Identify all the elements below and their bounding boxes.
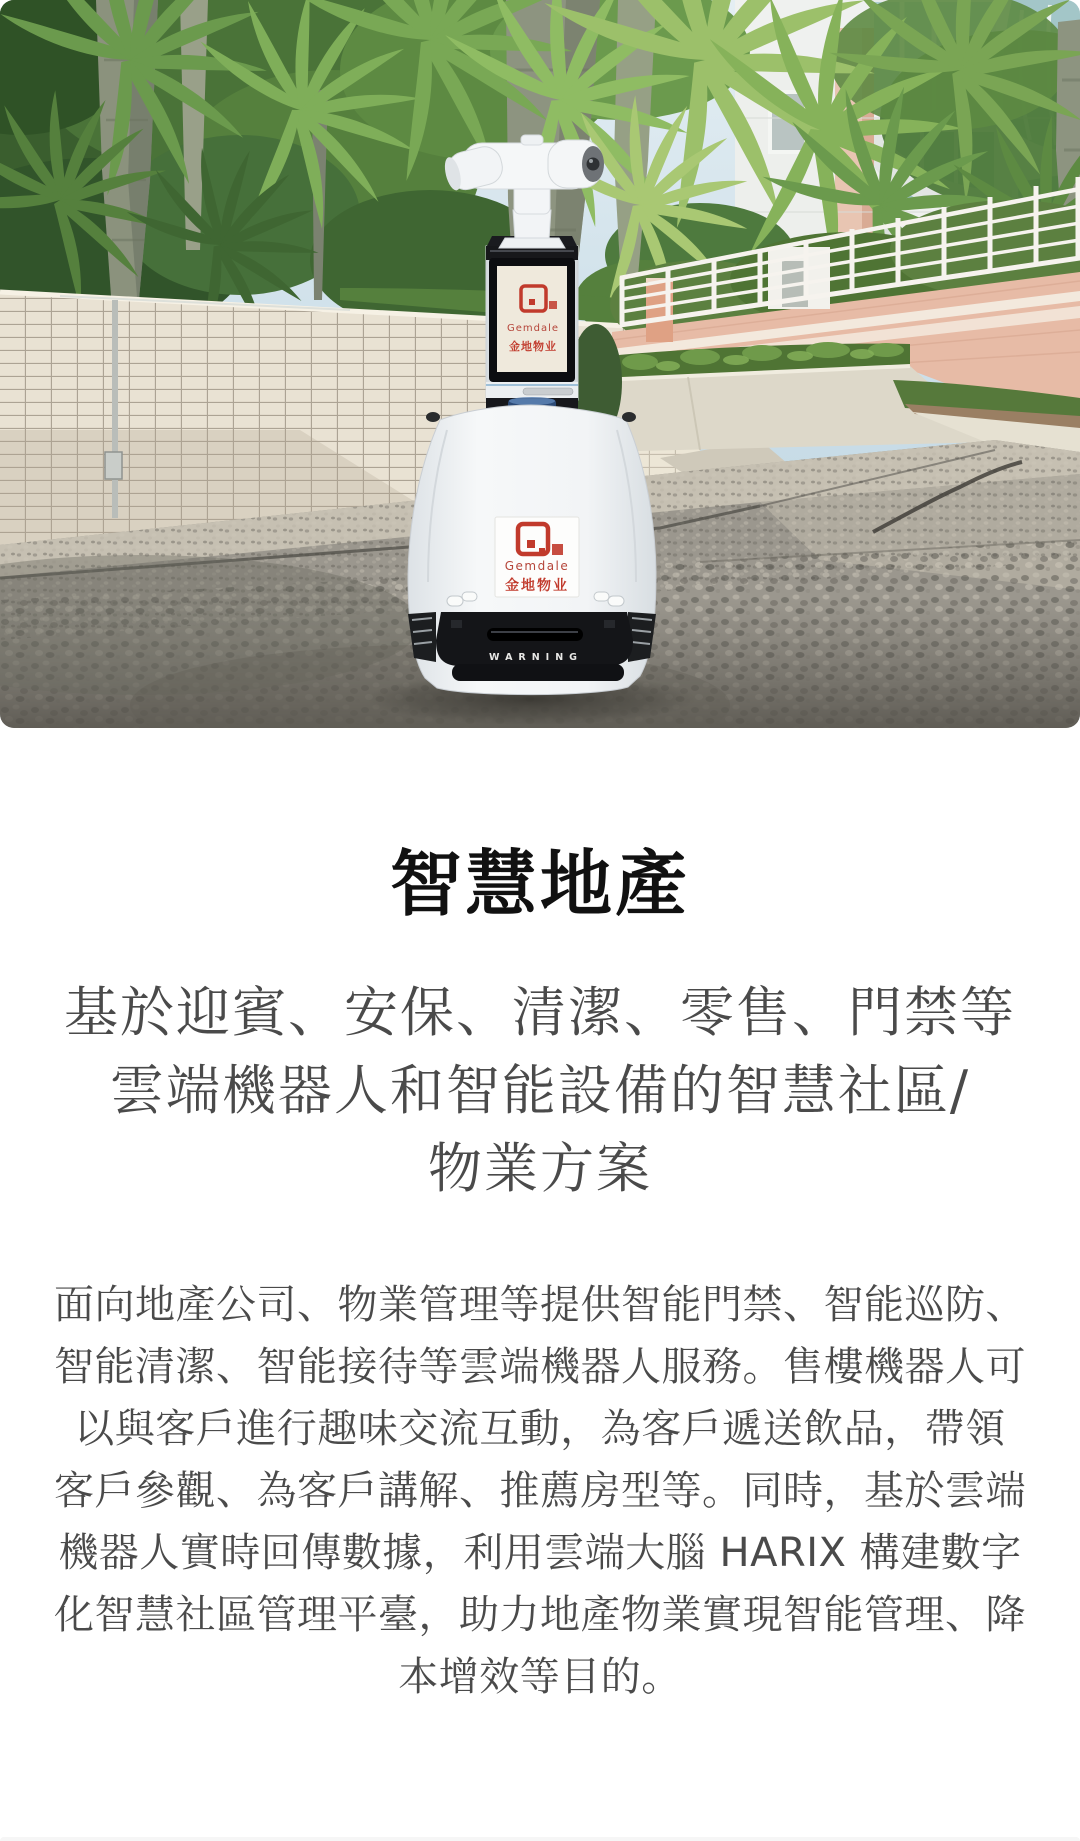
- body-line: 化智慧社區管理平臺，助力地產物業實現智能管理、降: [54, 1592, 1026, 1638]
- body-line: 機器人實時回傳數據，利用雲端大腦 HARIX 構建數字: [58, 1530, 1022, 1576]
- robot-screen-brand-zh: 金地物业: [509, 340, 557, 353]
- robot-bumper: [452, 664, 624, 681]
- section-subtitle: [0, 974, 1080, 1208]
- hero-photo: [0, 0, 1080, 728]
- subtitle-line: 基於迎賓、安保、清潔、零售、門禁等: [64, 981, 1016, 1044]
- body-line: 面向地產公司、物業管理等提供智能門禁、智能巡防、: [54, 1282, 1026, 1328]
- hero-photo-scene: [0, 0, 1080, 728]
- body-line: 以與客戶進行趣味交流互動，為客戶遞送飲品，帶領: [74, 1406, 1006, 1452]
- robot-screen-brand: Gemdale: [506, 323, 560, 334]
- robot-screen: [497, 266, 567, 372]
- body-line: 客戶參觀、為客戶講解、推薦房型等。同時，基於雲端: [54, 1468, 1026, 1514]
- subtitle-line: 物業方案: [428, 1137, 652, 1200]
- smart-real-estate-section: [0, 842, 1080, 1708]
- next-card-peek: [0, 1837, 1080, 1841]
- body-line: 智能清潔、智能接待等雲端機器人服務。售樓機器人可: [54, 1344, 1026, 1390]
- body-line: 本增效等目的。: [398, 1654, 682, 1700]
- section-title: 智慧地產: [389, 842, 690, 926]
- robot-body-sticker: [495, 517, 579, 597]
- section-body-paragraph: [0, 1274, 1080, 1708]
- robot-sticker-brand: Gemdale: [504, 559, 570, 573]
- subtitle-line: 雲端機器人和智能設備的智慧社區/: [109, 1059, 971, 1122]
- robot-warning-label: WARNING: [489, 652, 583, 663]
- robot-sticker-brand-zh: 金地物业: [505, 578, 569, 594]
